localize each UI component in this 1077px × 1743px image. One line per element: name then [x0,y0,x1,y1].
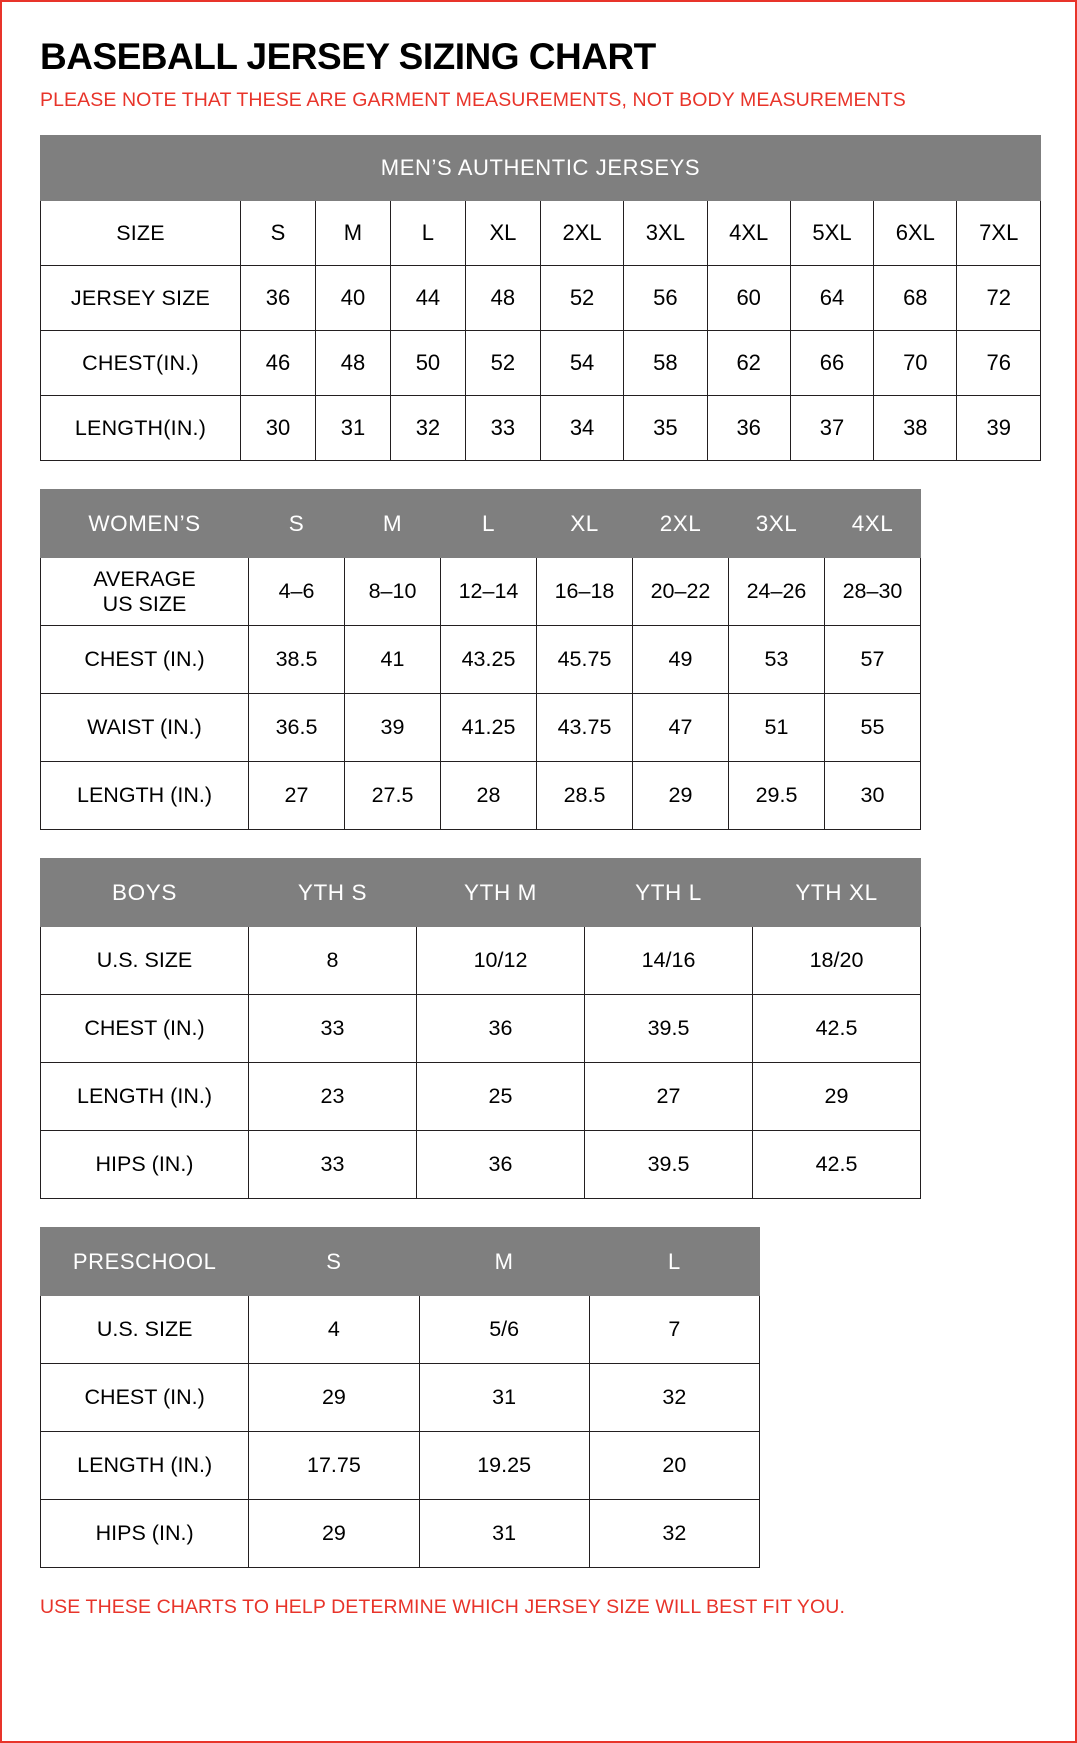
table-row [41,331,1041,396]
cell: 47 [633,694,729,762]
cell: 72 [957,266,1041,331]
preschool-header-label: PRESCHOOL [41,1228,249,1296]
table-row [41,1131,921,1199]
column-header: XL [537,490,633,558]
row-label [41,558,249,626]
table-row [41,1364,760,1432]
cell: 31 [419,1500,589,1568]
row-label: LENGTH (IN.) [41,762,249,830]
cell: 36 [240,266,315,331]
cell: 29.5 [729,762,825,830]
cell: 60 [707,266,790,331]
table-row [41,995,921,1063]
cell: S [240,201,315,266]
row-label: LENGTH(IN.) [41,396,241,461]
cell: 24–26 [729,558,825,626]
cell: 27.5 [345,762,441,830]
cell: 10/12 [417,927,585,995]
cell: L [390,201,465,266]
cell: 4XL [707,201,790,266]
cell: 29 [249,1364,419,1432]
cell: 32 [589,1364,759,1432]
cell: M [315,201,390,266]
table-header-row [41,1228,760,1296]
cell: 2XL [540,201,623,266]
cell: 57 [825,626,921,694]
cell: 36 [707,396,790,461]
cell: 33 [249,1131,417,1199]
cell: 54 [540,331,623,396]
page-title: BASEBALL JERSEY SIZING CHART [40,36,656,77]
cell: 64 [790,266,873,331]
cell: 42.5 [753,995,921,1063]
table-row [41,396,1041,461]
column-header: L [441,490,537,558]
cell: 28 [441,762,537,830]
cell: 35 [624,396,707,461]
cell: 36 [417,1131,585,1199]
cell: 76 [957,331,1041,396]
table-row [41,201,1041,266]
cell: 20–22 [633,558,729,626]
table-header-row [41,859,921,927]
cell: 34 [540,396,623,461]
cell: 31 [419,1364,589,1432]
mens-sizing-table [40,135,1041,461]
column-header: 4XL [825,490,921,558]
cell: 62 [707,331,790,396]
cell: 51 [729,694,825,762]
cell: 68 [874,266,957,331]
cell: 32 [390,396,465,461]
boys-sizing-table [40,858,921,1199]
column-header: S [249,490,345,558]
column-header: YTH S [249,859,417,927]
column-header: YTH M [417,859,585,927]
cell: 8–10 [345,558,441,626]
row-label-line2: US SIZE [102,591,187,616]
cell: 58 [624,331,707,396]
cell: 43.25 [441,626,537,694]
row-label: SIZE [41,201,241,266]
cell: 50 [390,331,465,396]
column-header: S [249,1228,419,1296]
table-row [41,1432,760,1500]
cell: 20 [589,1432,759,1500]
cell: 18/20 [753,927,921,995]
row-label: CHEST (IN.) [41,995,249,1063]
cell: 33 [465,396,540,461]
cell: 3XL [624,201,707,266]
cell: 55 [825,694,921,762]
table-row [41,266,1041,331]
column-header: L [589,1228,759,1296]
cell: 28–30 [825,558,921,626]
cell: 56 [624,266,707,331]
cell: XL [465,201,540,266]
column-header: M [419,1228,589,1296]
table-row [41,626,921,694]
boys-header-label: BOYS [41,859,249,927]
table-row [41,1063,921,1131]
column-header: 3XL [729,490,825,558]
row-label: HIPS (IN.) [41,1500,249,1568]
cell: 39.5 [585,1131,753,1199]
cell: 5/6 [419,1296,589,1364]
column-header: M [345,490,441,558]
table-banner-row [41,136,1041,201]
cell: 7 [589,1296,759,1364]
cell: 41.25 [441,694,537,762]
preschool-sizing-table [40,1227,760,1568]
footer-note: USE THESE CHARTS TO HELP DETERMINE WHICH JERSEY SIZE WILL BEST FIT YOU. [40,1596,845,1619]
row-label: CHEST (IN.) [41,1364,249,1432]
cell: 29 [633,762,729,830]
column-header: YTH XL [753,859,921,927]
row-label: U.S. SIZE [41,1296,249,1364]
table-header-row [41,490,921,558]
row-label-line1: AVERAGE [93,566,196,591]
cell: 27 [585,1063,753,1131]
cell: 12–14 [441,558,537,626]
cell: 4–6 [249,558,345,626]
womens-sizing-table [40,489,921,830]
row-label: CHEST (IN.) [41,626,249,694]
cell: 53 [729,626,825,694]
womens-header-label: WOMEN’S [41,490,249,558]
column-header: YTH L [585,859,753,927]
table-row [41,1296,760,1364]
cell: 14/16 [585,927,753,995]
table-row [41,558,921,626]
cell: 66 [790,331,873,396]
cell: 5XL [790,201,873,266]
cell: 39.5 [585,995,753,1063]
cell: 43.75 [537,694,633,762]
cell: 39 [957,396,1041,461]
cell: 37 [790,396,873,461]
row-label: LENGTH (IN.) [41,1432,249,1500]
row-label: CHEST(IN.) [41,331,241,396]
cell: 42.5 [753,1131,921,1199]
cell: 16–18 [537,558,633,626]
cell: 39 [345,694,441,762]
cell: 52 [540,266,623,331]
mens-banner: MEN’S AUTHENTIC JERSEYS [41,136,1041,201]
cell: 28.5 [537,762,633,830]
cell: 29 [753,1063,921,1131]
cell: 4 [249,1296,419,1364]
cell: 70 [874,331,957,396]
row-label: U.S. SIZE [41,927,249,995]
cell: 45.75 [537,626,633,694]
cell: 33 [249,995,417,1063]
cell: 44 [390,266,465,331]
row-label: LENGTH (IN.) [41,1063,249,1131]
column-header: 2XL [633,490,729,558]
cell: 27 [249,762,345,830]
cell: 36 [417,995,585,1063]
cell: 38 [874,396,957,461]
cell: 46 [240,331,315,396]
cell: 25 [417,1063,585,1131]
cell: 29 [249,1500,419,1568]
row-label: WAIST (IN.) [41,694,249,762]
cell: 48 [315,331,390,396]
cell: 31 [315,396,390,461]
cell: 19.25 [419,1432,589,1500]
cell: 6XL [874,201,957,266]
cell: 36.5 [249,694,345,762]
cell: 30 [825,762,921,830]
cell: 40 [315,266,390,331]
cell: 38.5 [249,626,345,694]
measurement-note: PLEASE NOTE THAT THESE ARE GARMENT MEASUREMENTS, NOT BODY MEASUREMENTS [40,88,906,111]
row-label: HIPS (IN.) [41,1131,249,1199]
table-row [41,694,921,762]
table-row [41,762,921,830]
cell: 17.75 [249,1432,419,1500]
cell: 41 [345,626,441,694]
cell: 52 [465,331,540,396]
cell: 30 [240,396,315,461]
table-row [41,927,921,995]
cell: 23 [249,1063,417,1131]
cell: 48 [465,266,540,331]
cell: 49 [633,626,729,694]
row-label: JERSEY SIZE [41,266,241,331]
table-row [41,1500,760,1568]
cell: 7XL [957,201,1041,266]
cell: 32 [589,1500,759,1568]
cell: 8 [249,927,417,995]
